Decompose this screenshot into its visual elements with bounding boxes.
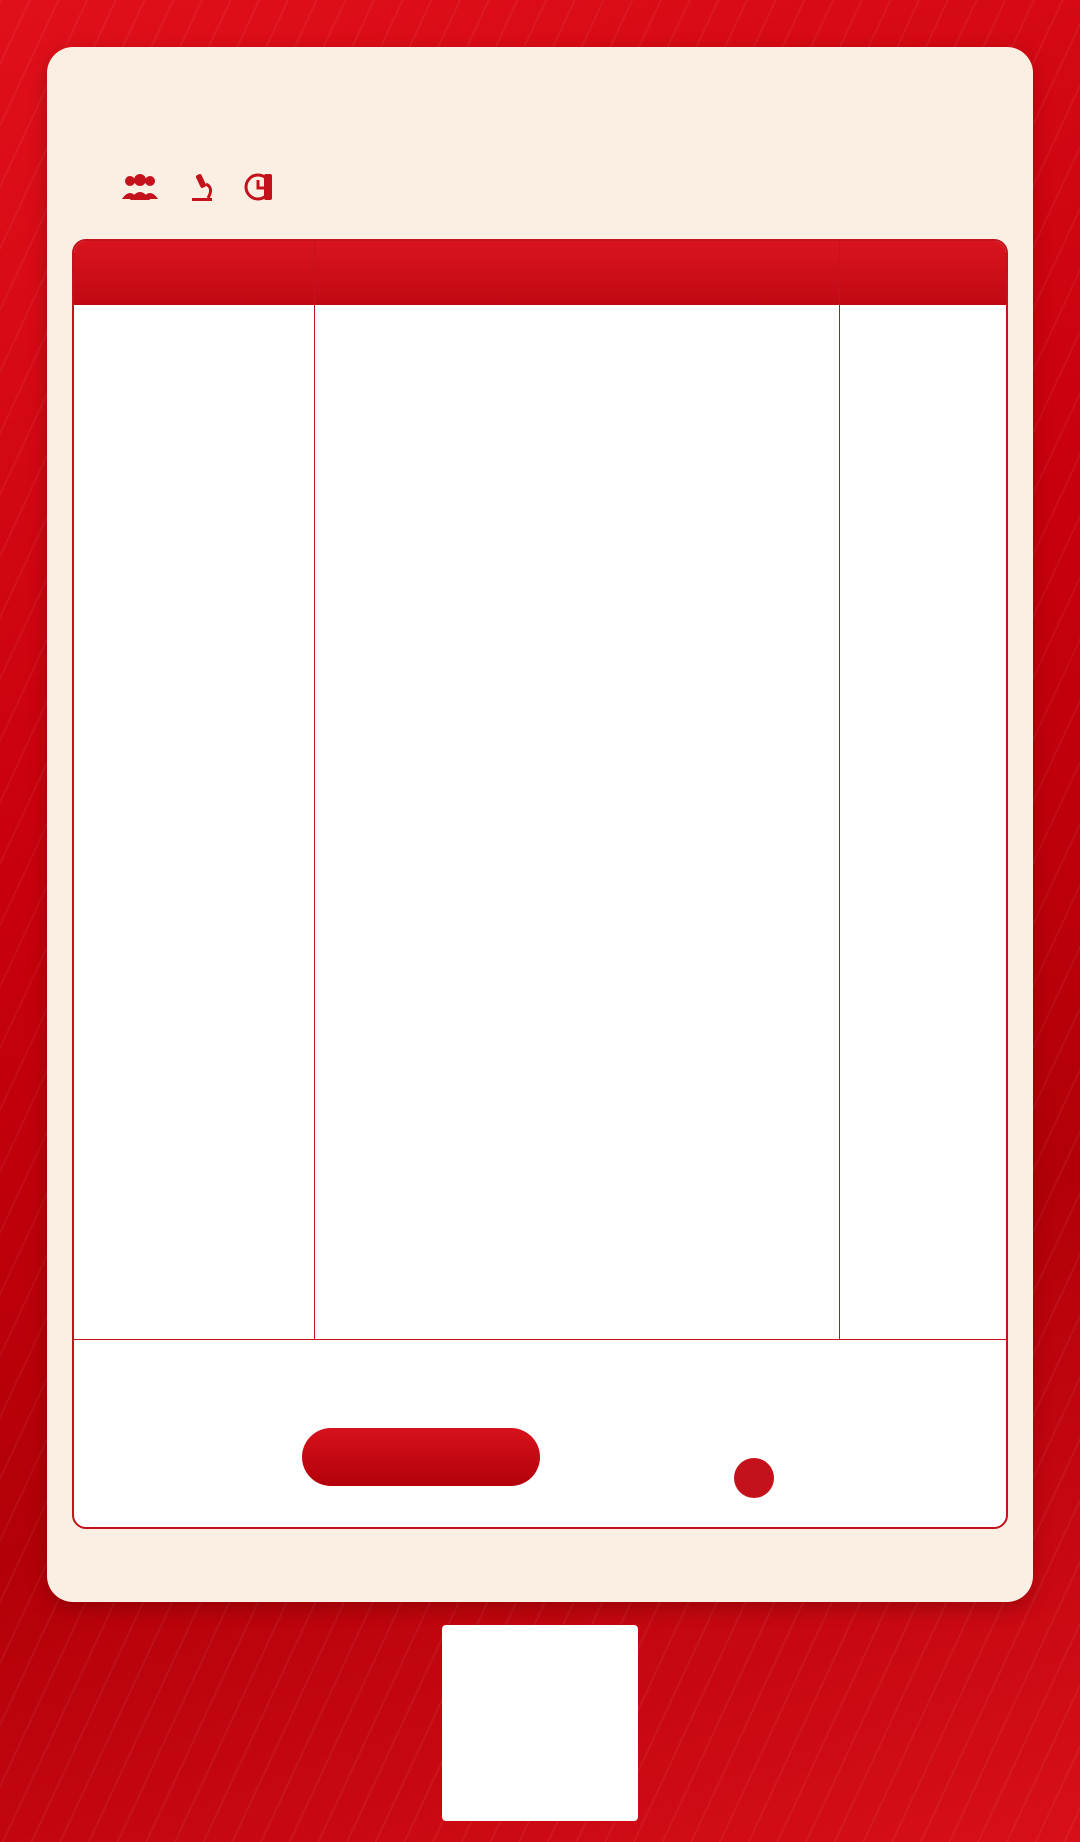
header-item — [74, 241, 314, 305]
original-price-badge — [302, 1428, 540, 1486]
microscope-icon — [188, 172, 216, 202]
price-table — [72, 239, 1008, 1529]
feature-testing — [188, 172, 222, 202]
column-divider — [839, 241, 840, 1339]
feature-doctors — [120, 173, 166, 201]
header-price — [839, 241, 1006, 305]
table-header — [74, 241, 1006, 305]
qr-code[interactable] — [442, 1625, 638, 1821]
people-icon — [120, 173, 160, 201]
price-unit-badge — [734, 1458, 774, 1498]
column-divider — [314, 241, 315, 1339]
feature-list — [120, 172, 302, 202]
qr-code-image — [442, 1625, 638, 1821]
feature-booking — [244, 172, 280, 202]
promo-section — [74, 1339, 1006, 1528]
header-meaning — [314, 241, 839, 305]
calendar-icon — [244, 172, 274, 202]
